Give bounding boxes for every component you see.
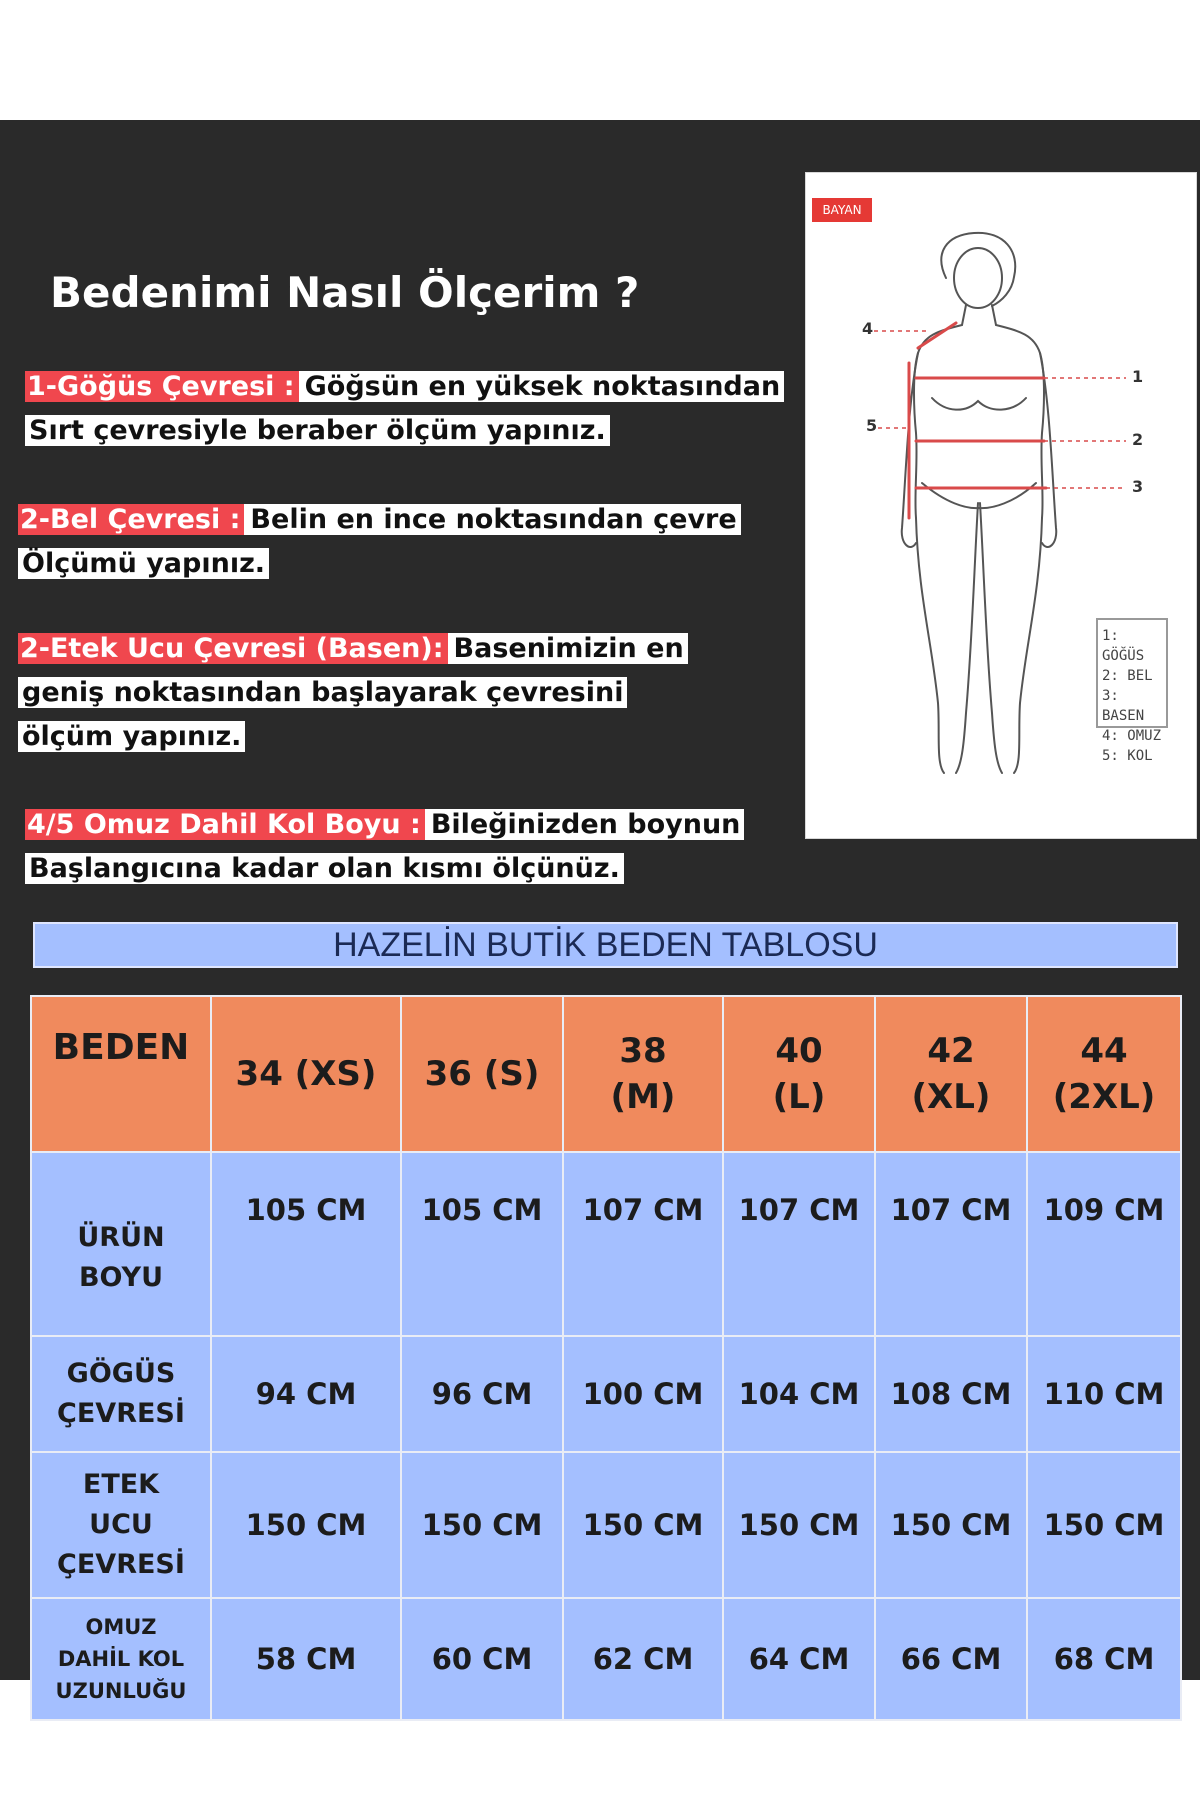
instruction-text: Sırt çevresiyle beraber ölçüm yapınız. xyxy=(25,415,610,446)
table-cell: 60 CM xyxy=(401,1598,563,1720)
table-cell: 62 CM xyxy=(563,1598,723,1720)
size-header-cell: 44 (2XL) xyxy=(1027,996,1181,1152)
header-beden: BEDEN xyxy=(31,996,211,1152)
table-row xyxy=(31,1452,1181,1598)
legend-item: 1: GÖĞÜS xyxy=(1102,628,1145,664)
size-table xyxy=(30,995,1182,1721)
instruction-text: Başlangıcına kadar olan kısmı ölçünüz. xyxy=(25,853,624,884)
table-row xyxy=(31,1336,1181,1452)
marker-1: 1 xyxy=(1132,367,1144,386)
instruction-text: ölçüm yapınız. xyxy=(18,721,245,752)
marker-4: 4 xyxy=(862,319,874,338)
table-cell: 68 CM xyxy=(1027,1598,1181,1720)
table-row xyxy=(31,1152,1181,1336)
table-cell: 107 CM xyxy=(723,1152,875,1336)
table-cell: 150 CM xyxy=(401,1452,563,1598)
table-cell: 150 CM xyxy=(211,1452,401,1598)
size-table-title: HAZELİN BUTİK BEDEN TABLOSU xyxy=(33,922,1178,968)
table-cell: 105 CM xyxy=(401,1152,563,1336)
size-header-cell: 40 (L) xyxy=(723,996,875,1152)
table-cell: 110 CM xyxy=(1027,1336,1181,1452)
table-cell: 64 CM xyxy=(723,1598,875,1720)
marker-5: 5 xyxy=(866,416,878,435)
marker-3: 3 xyxy=(1132,477,1144,496)
table-cell: 107 CM xyxy=(875,1152,1027,1336)
instruction-label: 1-Göğüs Çevresi : xyxy=(25,371,299,402)
instruction-text: geniş noktasından başlayarak çevresini xyxy=(18,677,627,708)
marker-2: 2 xyxy=(1132,430,1144,449)
instruction-arm xyxy=(25,803,744,891)
instruction-panel xyxy=(0,120,1200,1703)
figure-legend xyxy=(1096,618,1168,764)
legend-item: 3: BASEN xyxy=(1102,688,1145,724)
row-label: GÖGÜS ÇEVRESİ xyxy=(31,1336,211,1452)
instruction-text: Belin en ince noktasından çevre xyxy=(244,504,740,535)
table-cell: 150 CM xyxy=(1027,1452,1181,1598)
instruction-text: Ölçümü yapınız. xyxy=(18,548,269,579)
page-title: Bedenimi Nasıl Ölçerim ? xyxy=(50,268,640,317)
size-header-cell: 42 (XL) xyxy=(875,996,1027,1152)
table-cell: 109 CM xyxy=(1027,1152,1181,1336)
instruction-label: 2-Etek Ucu Çevresi (Basen): xyxy=(18,633,448,664)
table-row xyxy=(31,1598,1181,1720)
table-cell: 150 CM xyxy=(563,1452,723,1598)
table-cell: 107 CM xyxy=(563,1152,723,1336)
size-header-cell: 34 (XS) xyxy=(211,996,401,1152)
instruction-hip xyxy=(18,627,688,759)
legend-item: 4: OMUZ xyxy=(1102,728,1162,744)
table-cell: 96 CM xyxy=(401,1336,563,1452)
table-cell: 94 CM xyxy=(211,1336,401,1452)
row-label: OMUZ DAHİL KOL UZUNLUĞU xyxy=(31,1598,211,1720)
row-label: ÜRÜN BOYU xyxy=(31,1152,211,1336)
instruction-text: Basenimizin en xyxy=(448,633,688,664)
size-header-row xyxy=(31,996,1181,1152)
instruction-label: 4/5 Omuz Dahil Kol Boyu : xyxy=(25,809,425,840)
size-header-cell: 36 (S) xyxy=(401,996,563,1152)
table-cell: 104 CM xyxy=(723,1336,875,1452)
instruction-chest xyxy=(25,365,784,453)
instruction-text: Göğsün en yüksek noktasından xyxy=(299,371,785,402)
table-cell: 150 CM xyxy=(875,1452,1027,1598)
instruction-text: Bileğinizden boynun xyxy=(425,809,745,840)
gender-badge: BAYAN xyxy=(812,198,872,222)
body-measurement-figure xyxy=(805,172,1197,839)
table-cell: 58 CM xyxy=(211,1598,401,1720)
table-cell: 108 CM xyxy=(875,1336,1027,1452)
legend-item: 2: BEL xyxy=(1102,668,1153,684)
row-label: ETEK UCU ÇEVRESİ xyxy=(31,1452,211,1598)
table-cell: 66 CM xyxy=(875,1598,1027,1720)
instruction-waist xyxy=(18,498,741,586)
table-cell: 150 CM xyxy=(723,1452,875,1598)
table-cell: 100 CM xyxy=(563,1336,723,1452)
legend-item: 5: KOL xyxy=(1102,748,1153,764)
table-cell: 105 CM xyxy=(211,1152,401,1336)
instruction-label: 2-Bel Çevresi : xyxy=(18,504,244,535)
size-header-cell: 38 (M) xyxy=(563,996,723,1152)
